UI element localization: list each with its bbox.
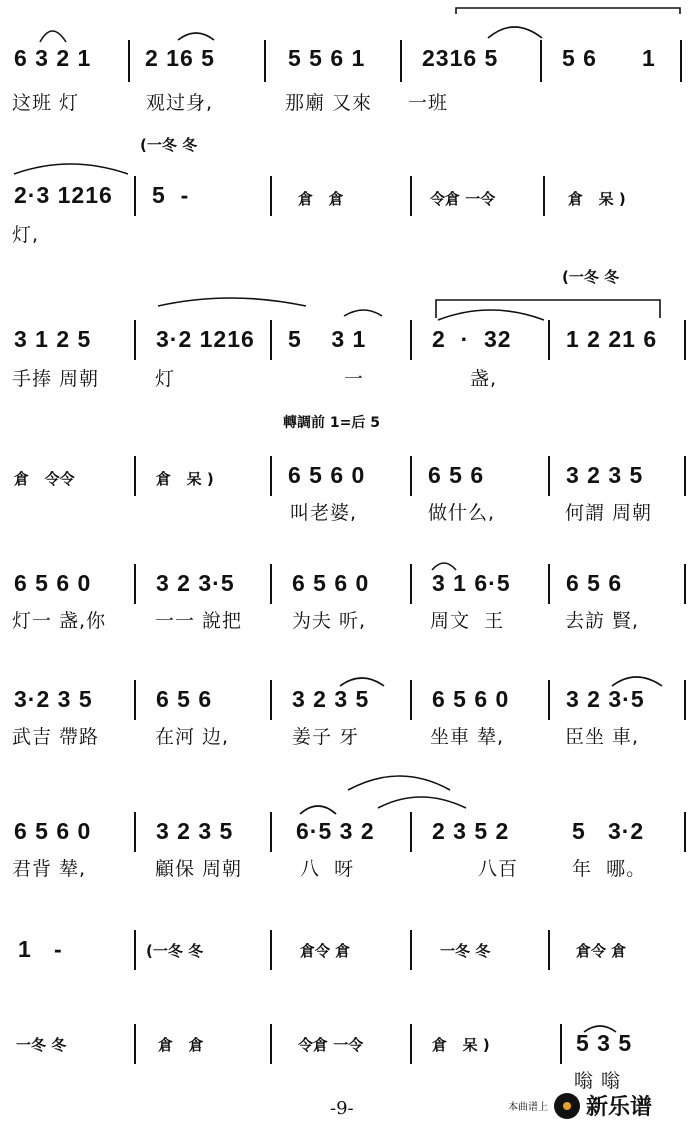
measure-notes: 6 5 6 0	[292, 570, 370, 596]
measure-notes: 1 2 21 6	[566, 326, 658, 352]
slur	[340, 678, 384, 686]
lyric: 八百	[478, 858, 519, 880]
barline	[134, 564, 136, 604]
percussion-pattern: 令倉 一令	[298, 1036, 364, 1054]
measure-notes: 6 3 2 1	[14, 45, 92, 71]
measure-notes: 3·2 1216	[156, 326, 255, 352]
intro-marking: (一冬 冬	[140, 136, 198, 154]
barline	[548, 680, 550, 720]
measure-notes: 6 5 6 0	[288, 462, 366, 488]
lyric: 去訪 賢,	[565, 610, 640, 632]
barline	[134, 176, 136, 216]
barline	[684, 680, 686, 720]
barline	[410, 320, 412, 360]
lyric: 何謂 周朝	[565, 502, 653, 524]
slur	[488, 27, 542, 38]
barline	[270, 176, 272, 216]
lyric: 那廟 又來	[285, 92, 373, 114]
lyric: 武吉 帶路	[12, 726, 100, 748]
measure-notes: 6 5 6	[566, 570, 623, 596]
lyric: 观过身,	[146, 92, 214, 114]
barline	[684, 320, 686, 360]
lyric: 做什么,	[428, 502, 496, 524]
barline	[270, 812, 272, 852]
barline	[410, 456, 412, 496]
lyric: 一	[344, 368, 365, 390]
lyric: 在河 边,	[155, 726, 230, 748]
measure-notes: 2 16 5	[145, 45, 215, 71]
page-number: -9-	[330, 1098, 354, 1119]
measure-notes: 5 3 5	[576, 1030, 633, 1056]
lyric: 姜子 牙	[292, 726, 360, 748]
slur	[432, 563, 456, 570]
barline	[270, 930, 272, 970]
measure-notes: 6 5 6 0	[432, 686, 510, 712]
barline	[540, 40, 542, 82]
measure-notes: 5 3 1	[288, 326, 367, 352]
intro-marking: (一冬 冬	[562, 268, 620, 286]
barline	[270, 320, 272, 360]
slur	[438, 310, 544, 320]
barline	[410, 564, 412, 604]
slur	[378, 797, 466, 808]
barline	[264, 40, 266, 82]
measure-notes: 2·3 1216	[14, 182, 113, 208]
percussion-pattern: 倉 呆 )	[432, 1036, 490, 1054]
measure-notes: 6 5 6 0	[14, 818, 92, 844]
slur	[158, 298, 306, 306]
barline	[548, 456, 550, 496]
lyric: 周文 王	[430, 610, 505, 632]
barline	[134, 812, 136, 852]
percussion-pattern: 倉令 倉	[576, 942, 627, 960]
slur	[14, 164, 128, 174]
lyric: 灯一 盏,你	[12, 610, 107, 632]
lyric: 一班	[408, 92, 449, 114]
measure-notes: 2 · 32	[432, 326, 512, 352]
percussion-pattern: 倉 呆 )	[156, 470, 214, 488]
lyric: 臣坐 車,	[565, 726, 640, 748]
measure-notes: 3 1 2 5	[14, 326, 92, 352]
barline	[134, 930, 136, 970]
measure-notes: 5 -	[152, 182, 190, 208]
lyric: 坐車 辇,	[430, 726, 505, 748]
measure-notes: 2316 5	[422, 45, 499, 71]
measure-notes: 2 3 5 2	[432, 818, 510, 844]
percussion-pattern: 令倉 一令	[430, 190, 496, 208]
barline	[680, 40, 682, 82]
lyric: 嗡 嗡	[574, 1070, 622, 1092]
slur	[436, 300, 660, 318]
percussion-pattern: 倉令 倉	[300, 942, 351, 960]
barline	[134, 680, 136, 720]
measure-notes: 6 5 6	[428, 462, 485, 488]
lyric: 年 哪。	[572, 858, 647, 880]
percussion-pattern: 倉 倉	[158, 1036, 204, 1054]
measure-notes: 6 5 6	[156, 686, 213, 712]
lyric: 盏,	[470, 368, 498, 390]
percussion-pattern: 倉 令令	[14, 470, 75, 488]
slur	[40, 31, 66, 42]
lyric: 手捧 周朝	[12, 368, 100, 390]
slur	[456, 8, 680, 14]
modulation-marking: 轉調前 1=后 5	[283, 415, 380, 431]
measure-notes: 3 2 3 5	[292, 686, 370, 712]
slur	[348, 776, 450, 790]
measure-notes: 1 -	[18, 936, 63, 962]
measure-notes: 5 5 6 1	[288, 45, 366, 71]
percussion-pattern: 倉 呆 )	[568, 190, 626, 208]
record-disc-icon	[554, 1093, 580, 1119]
site-logo	[508, 1090, 652, 1121]
lyric: 为夫 听,	[292, 610, 367, 632]
lyric: 八 呀	[300, 858, 355, 880]
measure-notes: 6·5 3 2	[296, 818, 375, 844]
credit-text: 本曲谱上	[508, 1102, 548, 1113]
barline	[684, 564, 686, 604]
barline	[134, 1024, 136, 1064]
barline	[410, 812, 412, 852]
barline	[270, 564, 272, 604]
lyric: 叫老婆,	[290, 502, 358, 524]
percussion-pattern: 一冬 冬	[16, 1036, 67, 1054]
barline	[410, 1024, 412, 1064]
barline	[548, 930, 550, 970]
lyric: 这班 灯	[12, 92, 80, 114]
slur	[300, 806, 336, 814]
slur	[612, 677, 662, 686]
measure-notes: 1	[642, 45, 656, 71]
barline	[548, 564, 550, 604]
barline	[684, 456, 686, 496]
barline	[134, 456, 136, 496]
barline	[684, 812, 686, 852]
measure-notes: 3 2 3 5	[566, 462, 644, 488]
percussion-pattern: 倉 倉	[298, 190, 344, 208]
barline	[548, 320, 550, 360]
measure-notes: 3 2 3·5	[156, 570, 235, 596]
measure-notes: 6 5 6 0	[14, 570, 92, 596]
barline	[270, 456, 272, 496]
barline	[134, 320, 136, 360]
barline	[560, 1024, 562, 1064]
barline	[400, 40, 402, 82]
brand-text: 新乐谱	[586, 1095, 653, 1120]
lyric: 君背 辇,	[12, 858, 87, 880]
lyric: 灯	[155, 368, 176, 390]
measure-notes: 5 3·2	[572, 818, 645, 844]
measure-notes: 3 2 3 5	[156, 818, 234, 844]
lyric: 灯,	[12, 224, 40, 246]
lyric: 顧保 周朝	[155, 858, 243, 880]
slur	[178, 33, 214, 40]
barline	[128, 40, 130, 82]
percussion-pattern: 一冬 冬	[440, 942, 491, 960]
barline	[410, 176, 412, 216]
measure-notes: 3 1 6·5	[432, 570, 511, 596]
measure-notes: 3·2 3 5	[14, 686, 93, 712]
measure-notes: 3 2 3·5	[566, 686, 645, 712]
slur	[344, 310, 382, 316]
barline	[270, 1024, 272, 1064]
lyric: 一一 說把	[155, 610, 243, 632]
barline	[410, 930, 412, 970]
barline	[543, 176, 545, 216]
percussion-pattern: (一冬 冬	[146, 942, 204, 960]
measure-notes: 5 6	[562, 45, 597, 71]
barline	[270, 680, 272, 720]
barline	[410, 680, 412, 720]
